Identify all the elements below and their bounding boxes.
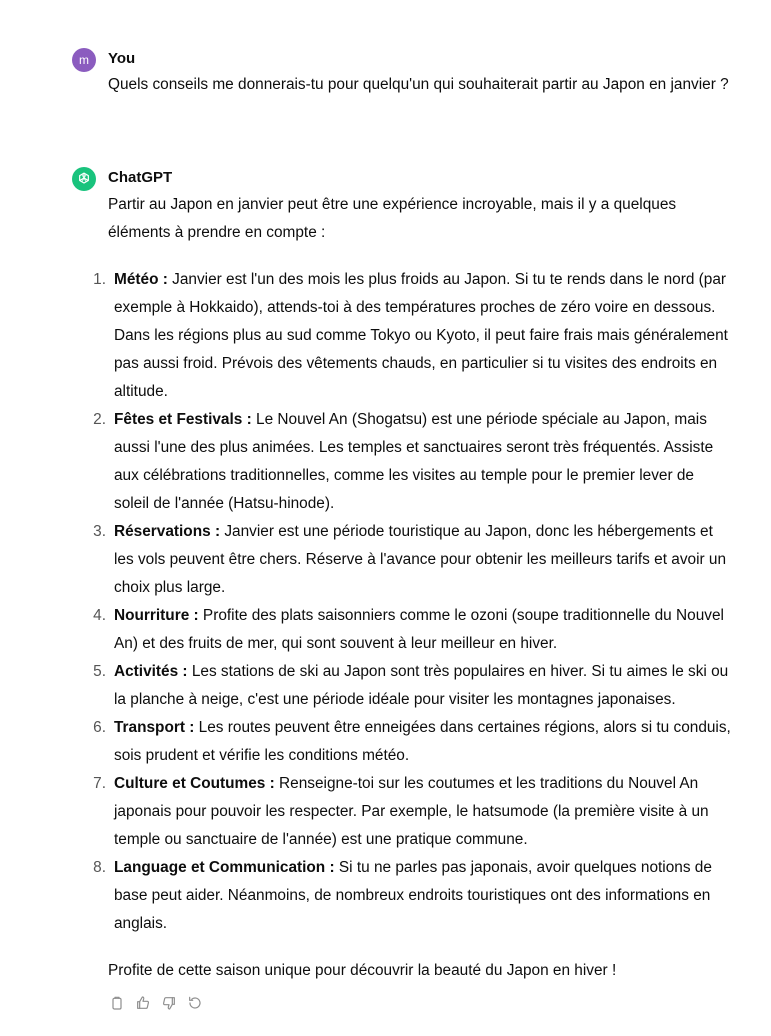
thumbs-up-icon[interactable] [134,994,151,1011]
list-item-text: Profite des plats saisonniers comme le ozoni (soupe traditionnelle du Nouvel An) et des fruits de mer, qui sont souvent à leur meilleur en hiver. [114,607,724,652]
list-item-number: 1. [93,271,106,288]
list-item-number: 3. [93,523,106,540]
list-item-text: Si tu ne parles pas japonais, avoir quelques notions de base peut aider. Néanmoins, de nombreux endroits touristiques ont des informations en anglais. [114,859,712,932]
list-item [93,770,731,854]
list-item-title: Transport : [114,719,195,736]
list-item-number: 8. [93,859,106,876]
list-item-number: 5. [93,663,106,680]
list-item-text: Le Nouvel An (Shogatsu) est une période spéciale au Japon, mais aussi l'une des plus animées. Les temples et sanctuaires seront très fréquentés. Assiste aux célébrations traditionnelles, comme les visites au temple pour le premier lever de soleil de l'année (Hatsu-hinode). [114,411,714,512]
list-item-number: 7. [93,775,106,792]
message-actions [108,994,731,1011]
user-message [72,48,731,97]
tips-list [93,266,731,938]
user-avatar-letter: m [79,53,89,67]
list-item-text: Janvier est l'un des mois les plus froids au Japon. Si tu te rends dans le nord (par exemple à Hokkaido), attends-toi à des températures proches de zéro voire en dessous. Dans les régions plus au sud comme Tokyo ou Kyoto, il peut faire frais mais généralement pas aussi froid. Prévois des vêtements chauds, en particulier si tu visites des endroits en altitude. [114,271,728,400]
list-item-title: Fêtes et Festivals : [114,411,252,428]
assistant-message-body [93,167,731,1011]
thumbs-down-icon[interactable] [160,994,177,1011]
assistant-message [72,167,731,1011]
user-author-name: You [108,50,136,67]
user-avatar [72,48,96,72]
assistant-closing: Profite de cette saison unique pour découvrir la beauté du Japon en hiver ! [108,962,617,979]
assistant-intro: Partir au Japon en janvier peut être une expérience incroyable, mais il y a quelques éléments à prendre en compte : [108,196,677,241]
list-item-title: Language et Communication : [114,859,335,876]
list-item-title: Culture et Coutumes : [114,775,275,792]
list-item-text: Renseigne-toi sur les coutumes et les traditions du Nouvel An japonais pour pouvoir les respecter. Par exemple, le hatsumode (la première visite à un temple ou sanctuaire de l'année) est une pratique commune. [114,775,709,848]
assistant-author-name: ChatGPT [108,169,173,186]
list-item-text: Les stations de ski au Japon sont très populaires en hiver. Si tu aimes le ski ou la planche à neige, c'est une période idéale pour visiter les montagnes japonaises. [114,663,729,708]
chatgpt-logo-icon [72,167,96,191]
list-item [93,406,731,518]
list-item-number: 2. [93,411,106,428]
list-item [93,658,731,714]
copy-icon[interactable] [108,994,125,1011]
list-item-number: 4. [93,607,106,624]
list-item-title: Réservations : [114,523,221,540]
list-item [93,518,731,602]
list-item-title: Activités : [114,663,188,680]
list-item [93,854,731,938]
user-message-text: Quels conseils me donnerais-tu pour quelqu'un qui souhaiterait partir au Japon en janvier ? [108,76,729,93]
list-item [93,714,731,770]
list-item [93,602,731,658]
list-item-title: Nourriture : [114,607,199,624]
list-item-text: Les routes peuvent être enneigées dans certaines régions, alors si tu conduis, sois prudent et vérifie les conditions météo. [114,719,731,764]
list-item-title: Météo : [114,271,168,288]
list-item-number: 6. [93,719,106,736]
list-item [93,266,731,406]
list-item-text: Janvier est une période touristique au Japon, donc les hébergements et les vols peuvent être chers. Réserve à l'avance pour obtenir les meilleurs tarifs et avoir un choix plus large. [114,523,727,596]
regenerate-icon[interactable] [186,994,203,1011]
